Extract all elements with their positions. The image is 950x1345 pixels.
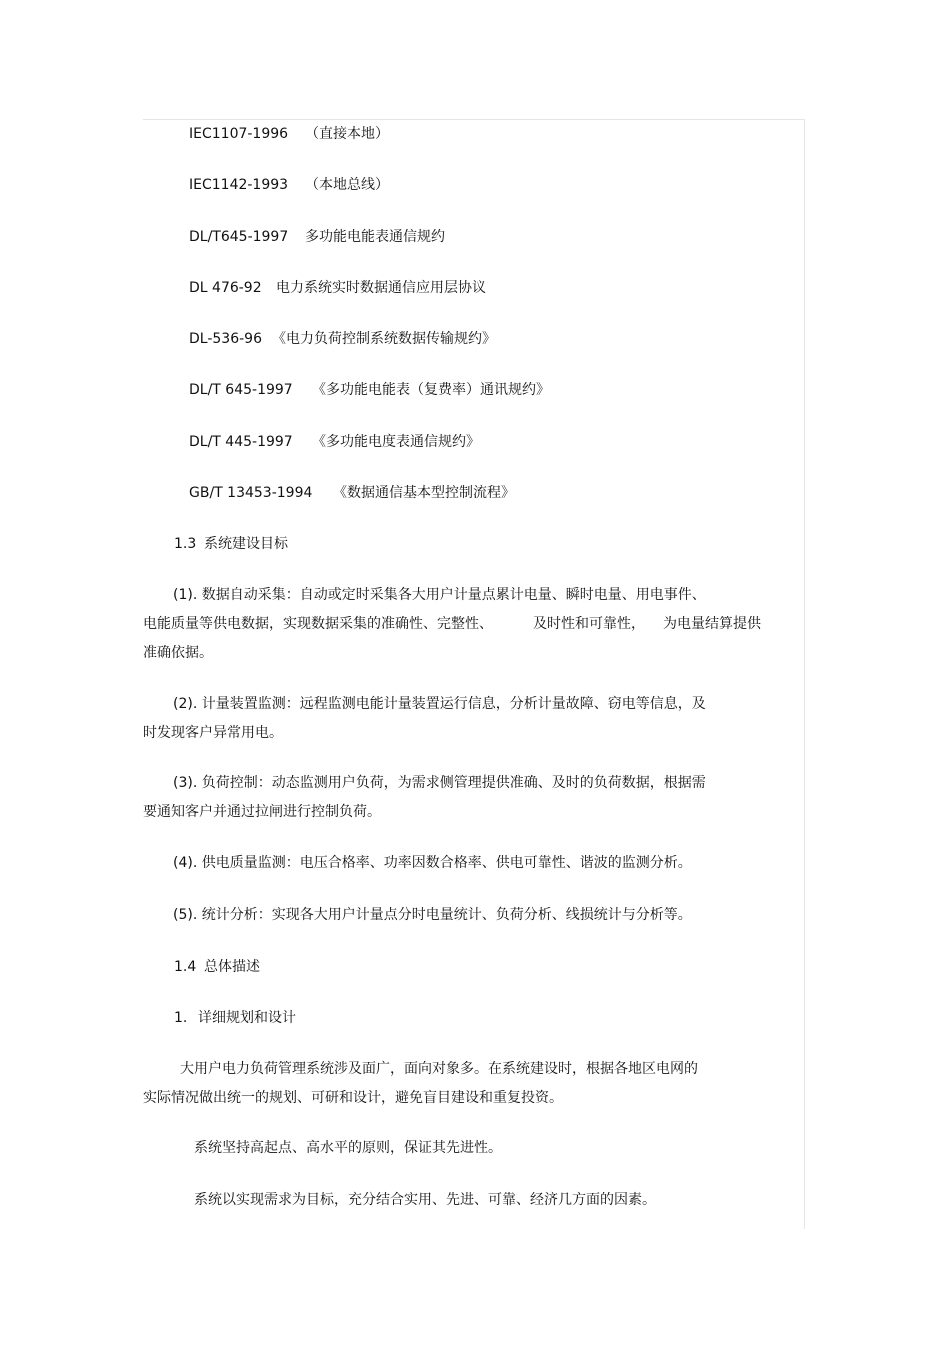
standard-code: DL 476-92	[189, 280, 262, 296]
goal-paragraph: (5). 统计分析：实现各大用户计量点分时电量统计、负荷分析、线损统计与分析等。	[173, 907, 692, 923]
goal-label: (2). 计量装置监测：	[173, 696, 300, 712]
goal-label: (3). 负荷控制：	[173, 775, 272, 791]
body-paragraph: 系统以实现需求为目标，充分结合实用、先进、可靠、经济几方面的因素。	[194, 1192, 656, 1208]
section-title: 总体描述	[204, 959, 260, 975]
standard-item	[189, 433, 480, 451]
standard-code: DL/T 645-1997	[189, 382, 293, 398]
subsection-title: 详细规划和设计	[198, 1010, 296, 1026]
section-number: 1.3	[174, 536, 197, 552]
body-paragraph: 系统坚持高起点、高水平的原则，保证其先进性。	[194, 1140, 502, 1156]
page-frame-right-border	[804, 119, 805, 1229]
standard-item	[189, 330, 496, 348]
subsection-heading	[174, 1009, 296, 1027]
section-heading-1-4	[174, 958, 260, 976]
section-heading-1-3	[174, 535, 288, 553]
goal-paragraph: (2). 计量装置监测：远程监测电能计量装置运行信息，分析计量故障、窃电等信息，及 时发现客户异常用电。	[143, 696, 706, 741]
standard-name: 《电力负荷控制系统数据传输规约》	[272, 331, 496, 347]
goal-paragraph: (4). 供电质量监测：电压合格率、功率因数合格率、供电可靠性、谐波的监测分析。	[173, 855, 692, 871]
standard-name: （本地总线）	[305, 177, 389, 193]
standard-code: GB/T 13453-1994	[189, 485, 313, 501]
standard-item	[189, 484, 515, 502]
page-frame-top-border	[143, 119, 805, 120]
standard-name: 《多功能电度表通信规约》	[312, 434, 480, 450]
goal-paragraph: (3). 负荷控制：动态监测用户负荷，为需求侧管理提供准确、及时的负荷数据，根据需 要通知客户并通过拉闸进行控制负荷。	[143, 775, 706, 820]
standard-code: IEC1142-1993	[189, 177, 289, 193]
standard-item	[189, 381, 550, 399]
goal-label: (4). 供电质量监测：	[173, 855, 300, 871]
standard-code: DL/T 445-1997	[189, 434, 293, 450]
goal-paragraph: (1). 数据自动采集：自动或定时采集各大用户计量点累计电量、瞬时电量、用电事件、 电能质量等供电数据，实现数据采集的准确性、完整性、 及时性和可靠性， 为电量结算提供 准确依据。	[143, 587, 761, 661]
standard-item	[189, 228, 445, 246]
body-paragraph: 大用户电力负荷管理系统涉及面广，面向对象多。在系统建设时，根据各地区电网的 实际情况做出统一的规划、可研和设计，避免盲目建设和重复投资。	[143, 1061, 698, 1106]
goal-label: (5). 统计分析：	[173, 907, 272, 923]
standard-code: DL/T645-1997	[189, 229, 289, 245]
goal-label: (1). 数据自动采集：	[173, 587, 300, 603]
standard-code: IEC1107-1996	[189, 126, 289, 142]
standard-name: 电力系统实时数据通信应用层协议	[276, 280, 486, 296]
standard-name: 《多功能电能表（复费率）通讯规约》	[312, 382, 550, 398]
standard-name: （直接本地）	[305, 126, 389, 142]
subsection-number: 1.	[174, 1010, 188, 1026]
standard-item	[189, 279, 486, 297]
standard-name: 多功能电能表通信规约	[305, 229, 445, 245]
section-title: 系统建设目标	[204, 536, 288, 552]
section-number: 1.4	[174, 959, 197, 975]
standard-code: DL-536-96	[189, 331, 262, 347]
standard-name: 《数据通信基本型控制流程》	[333, 485, 515, 501]
standard-item	[189, 125, 389, 143]
standard-item	[189, 176, 389, 194]
